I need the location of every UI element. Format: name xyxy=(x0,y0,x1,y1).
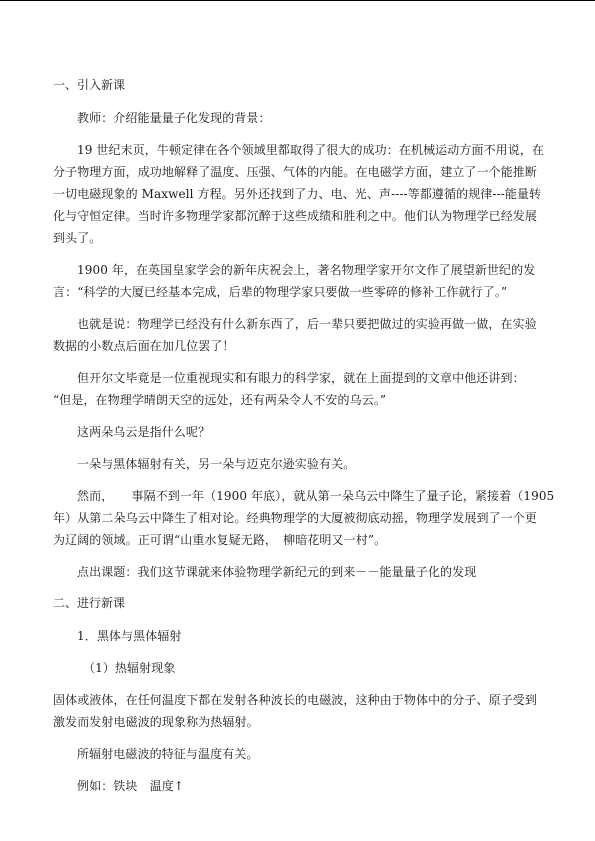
item-blackbody: 1．黑体与黑体辐射 xyxy=(77,629,182,643)
paragraph-newton-laws xyxy=(53,139,553,249)
section-heading-new-lesson: 二、进行新课 xyxy=(53,596,126,610)
text-line: 19 世纪末页，牛顿定律在各个领域里都取得了很大的成功：在机械运动方面不用说，在 xyxy=(77,143,545,157)
text-line: 数据的小数点后面在加几位罢了！ xyxy=(53,339,235,353)
paragraph-question: 这两朵乌云是指什么呢？ xyxy=(77,425,211,439)
text-line: 但开尔文毕竟是一位重视现实和有眼力的科学家，就在上面提到的文章中他还讲到： xyxy=(77,371,525,385)
paragraph-no-new-things xyxy=(53,313,553,357)
paragraph-example: 例如：铁块 温度↑ xyxy=(77,779,184,793)
top-rule xyxy=(0,0,595,1)
text-line: 一切电磁现象的 Maxwell 方程。另外还找到了力、电、光、声----等都遵循的规律---能量转 xyxy=(53,187,542,201)
text-line: “但是，在物理学晴朗天空的远处，还有两朵令人不安的乌云。” xyxy=(53,393,387,407)
section-heading-intro: 一、引入新课 xyxy=(53,78,126,92)
text-line: 分子物理方面，成功地解释了温度、压强、气体的内能。在电磁学方面，建立了一个能推断 xyxy=(53,165,538,179)
text-line: 为辽阔的领域。正可谓“山重水复疑无路， 柳暗花明又一村”。 xyxy=(53,533,387,547)
paragraph-topic: 点出课题：我们这节课就来体验物理学新纪元的到来－－能量量子化的发现 xyxy=(77,565,477,579)
paragraph-kelvin-speech xyxy=(53,259,553,303)
paragraph-two-clouds-quote xyxy=(53,367,553,411)
text-line: 激发而发射电磁波的现象称为热辐射。 xyxy=(53,715,259,729)
text-line: 年）从第二朵乌云中降生了相对论。经典物理学的大厦被彻底动摇，物理学发展到了一个更 xyxy=(53,511,538,525)
text-line: 也就是说：物理学已经没有什么新东西了，后一辈只要把做过的实验再做一做，在实验 xyxy=(77,317,537,331)
text-line: 化与守恒定律。当时许多物理学家都沉醉于这些成绩和胜利之中。他们认为物理学已经发展 xyxy=(53,209,538,223)
document-page xyxy=(53,75,553,807)
paragraph-answer: 一朵与黑体辐射有关，另一朵与迈克尔逊实验有关。 xyxy=(77,457,356,471)
text-line: 到头了。 xyxy=(53,231,102,245)
paragraph-teacher-intro: 教师：介绍能量量子化发现的背景： xyxy=(77,111,271,125)
text-line: 然而， 事隔不到一年（1900 年底），就从第一朵乌云中降生了量子论，紧接着（1905 xyxy=(77,489,555,503)
paragraph-thermal-radiation-def xyxy=(53,689,553,733)
text-line: 言：“科学的大厦已经基本完成，后辈的物理学家只要做一些零碎的修补工作就行了。” xyxy=(53,285,508,299)
item-thermal-radiation: （1）热辐射现象 xyxy=(83,661,176,675)
text-line: 固体或液体，在任何温度下都在发射各种波长的电磁波，这种由于物体中的分子、原子受到 xyxy=(53,693,538,707)
paragraph-temperature-relation: 所辐射电磁波的特征与温度有关。 xyxy=(77,747,259,761)
text-line: 1900 年，在英国皇家学会的新年庆祝会上，著名物理学家开尔文作了展望新世纪的发 xyxy=(77,263,536,277)
paragraph-quantum-relativity xyxy=(53,485,553,551)
